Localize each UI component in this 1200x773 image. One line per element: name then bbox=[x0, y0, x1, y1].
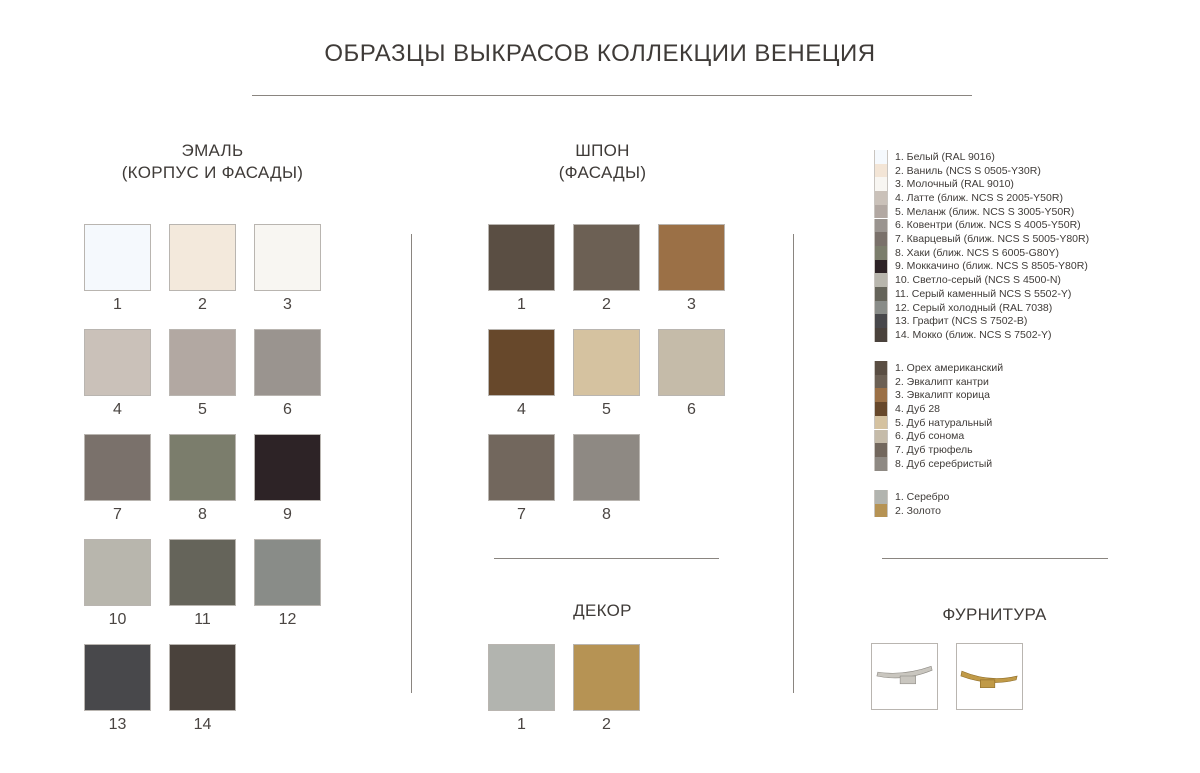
enamel-swatch-1 bbox=[84, 224, 151, 291]
decor-swatch-number: 1 bbox=[517, 716, 526, 733]
veneer-legend-row bbox=[874, 443, 973, 457]
enamel-legend-row bbox=[874, 287, 1071, 301]
veneer-swatch-8 bbox=[573, 434, 640, 501]
title-divider bbox=[252, 95, 972, 96]
enamel-legend-chip bbox=[874, 191, 888, 205]
veneer-legend-row bbox=[874, 416, 992, 430]
enamel-legend-chip bbox=[874, 232, 888, 246]
veneer-swatch-number: 7 bbox=[517, 506, 526, 523]
veneer-swatch-number: 4 bbox=[517, 401, 526, 418]
veneer-legend-chip bbox=[874, 388, 888, 402]
enamel-swatch-number: 1 bbox=[113, 296, 122, 313]
enamel-swatch-number: 3 bbox=[283, 296, 292, 313]
column-divider-right bbox=[793, 234, 794, 693]
enamel-legend-row bbox=[874, 191, 1063, 205]
veneer-legend-label: 6. Дуб сонома bbox=[895, 430, 965, 443]
veneer-legend-chip bbox=[874, 361, 888, 375]
enamel-swatch-6 bbox=[254, 329, 321, 396]
enamel-swatch-number: 8 bbox=[198, 506, 207, 523]
enamel-legend-chip bbox=[874, 177, 888, 191]
veneer-legend-row bbox=[874, 430, 964, 444]
enamel-legend-chip bbox=[874, 314, 888, 328]
veneer-legend-row bbox=[874, 388, 990, 402]
enamel-legend-label: 11. Серый каменный NCS S 5502-Y) bbox=[895, 287, 1072, 300]
enamel-swatch-number: 13 bbox=[108, 716, 127, 733]
enamel-legend-chip bbox=[874, 273, 888, 287]
veneer-swatch-2 bbox=[573, 224, 640, 291]
enamel-swatch-3 bbox=[254, 224, 321, 291]
enamel-title-line2: (КОРПУС И ФАСАДЫ) bbox=[121, 163, 304, 182]
enamel-legend-chip bbox=[874, 150, 888, 164]
veneer-title bbox=[470, 140, 735, 184]
enamel-legend-label: 13. Графит (NCS S 7502-B) bbox=[895, 315, 1028, 328]
enamel-legend-label: 9. Моккачино (ближ. NCS S 8505-Y80R) bbox=[895, 260, 1088, 273]
veneer-legend-label: 8. Дуб серебристый bbox=[895, 457, 993, 470]
enamel-swatch-number: 12 bbox=[278, 611, 297, 628]
enamel-swatch-number: 9 bbox=[283, 506, 292, 523]
enamel-legend-label: 3. Молочный (RAL 9010) bbox=[895, 178, 1014, 191]
veneer-legend-chip bbox=[874, 375, 888, 389]
decor-swatch-1 bbox=[488, 644, 555, 711]
enamel-swatch-14 bbox=[169, 644, 236, 711]
enamel-swatch-8 bbox=[169, 434, 236, 501]
enamel-legend-row bbox=[874, 246, 1059, 260]
enamel-swatch-7 bbox=[84, 434, 151, 501]
decor-swatch-number: 2 bbox=[602, 716, 611, 733]
enamel-legend-row bbox=[874, 273, 1061, 287]
enamel-legend-label: 8. Хаки (ближ. NCS S 6005-G80Y) bbox=[895, 246, 1059, 259]
decor-legend-label: 1. Серебро bbox=[895, 490, 950, 503]
decor-swatch-2 bbox=[573, 644, 640, 711]
enamel-legend-row bbox=[874, 150, 995, 164]
veneer-legend-label: 5. Дуб натуральный bbox=[895, 416, 993, 429]
veneer-legend-label: 4. Дуб 28 bbox=[895, 402, 940, 415]
enamel-legend-label: 7. Кварцевый (ближ. NCS S 5005-Y80R) bbox=[895, 233, 1090, 246]
enamel-legend-row bbox=[874, 219, 1081, 233]
enamel-swatch-number: 2 bbox=[198, 296, 207, 313]
veneer-title-line2: (ФАСАДЫ) bbox=[558, 163, 647, 182]
enamel-title bbox=[80, 140, 345, 184]
page-title: ОБРАЗЦЫ ВЫКРАСОВ КОЛЛЕКЦИИ ВЕНЕЦИЯ bbox=[324, 40, 876, 67]
veneer-legend-label: 7. Дуб трюфель bbox=[895, 444, 973, 457]
enamel-swatch-13 bbox=[84, 644, 151, 711]
veneer-legend-label: 1. Орех американский bbox=[895, 361, 1004, 374]
veneer-legend-chip bbox=[874, 430, 888, 444]
handle-gold bbox=[956, 643, 1023, 710]
gold-handle-icon bbox=[957, 644, 1022, 709]
veneer-legend-label: 3. Эвкалипт корица bbox=[895, 389, 990, 402]
enamel-swatch-number: 7 bbox=[113, 506, 122, 523]
veneer-swatch-7 bbox=[488, 434, 555, 501]
enamel-legend-label: 6. Ковентри (ближ. NCS S 4005-Y50R) bbox=[895, 219, 1081, 232]
decor-legend-chip bbox=[874, 504, 888, 518]
enamel-swatch-number: 14 bbox=[193, 716, 212, 733]
veneer-legend-chip bbox=[874, 416, 888, 430]
enamel-legend-label: 12. Серый холодный (RAL 7038) bbox=[895, 301, 1053, 314]
veneer-legend-row bbox=[874, 361, 1003, 375]
enamel-legend-chip bbox=[874, 301, 888, 315]
enamel-legend-row bbox=[874, 164, 1041, 178]
veneer-swatch-1 bbox=[488, 224, 555, 291]
enamel-legend-row bbox=[874, 232, 1089, 246]
enamel-legend-label: 4. Латте (ближ. NCS S 2005-Y50R) bbox=[895, 191, 1063, 204]
enamel-swatch-2 bbox=[169, 224, 236, 291]
veneer-legend-chip bbox=[874, 443, 888, 457]
enamel-legend-chip bbox=[874, 205, 888, 219]
veneer-swatch-number: 3 bbox=[687, 296, 696, 313]
enamel-swatch-12 bbox=[254, 539, 321, 606]
decor-legend-row bbox=[874, 504, 941, 518]
enamel-swatch-10 bbox=[84, 539, 151, 606]
enamel-legend-label: 2. Ваниль (NCS S 0505-Y30R) bbox=[895, 164, 1041, 177]
veneer-legend-row bbox=[874, 402, 940, 416]
enamel-legend-row bbox=[874, 328, 1052, 342]
enamel-swatch-number: 6 bbox=[283, 401, 292, 418]
enamel-swatch-number: 10 bbox=[108, 611, 127, 628]
veneer-swatch-3 bbox=[658, 224, 725, 291]
decor-legend-row bbox=[874, 490, 949, 504]
enamel-legend-chip bbox=[874, 246, 888, 260]
enamel-legend-label: 14. Мокко (ближ. NCS S 7502-Y) bbox=[895, 328, 1052, 341]
enamel-swatch-4 bbox=[84, 329, 151, 396]
enamel-legend-row bbox=[874, 301, 1052, 315]
enamel-legend-row bbox=[874, 205, 1074, 219]
veneer-swatch-number: 5 bbox=[602, 401, 611, 418]
enamel-legend-chip bbox=[874, 287, 888, 301]
enamel-legend-label: 1. Белый (RAL 9016) bbox=[895, 150, 995, 163]
enamel-legend-row bbox=[874, 314, 1027, 328]
veneer-legend-row bbox=[874, 375, 989, 389]
enamel-swatch-9 bbox=[254, 434, 321, 501]
enamel-swatch-number: 4 bbox=[113, 401, 122, 418]
enamel-swatch-5 bbox=[169, 329, 236, 396]
veneer-swatch-4 bbox=[488, 329, 555, 396]
hardware-title: ФУРНИТУРА bbox=[942, 605, 1047, 624]
enamel-swatch-number: 5 bbox=[198, 401, 207, 418]
veneer-title-line1: ШПОН bbox=[575, 141, 630, 160]
column-divider-left bbox=[411, 234, 412, 693]
enamel-legend-row bbox=[874, 177, 1014, 191]
silver-handle-icon bbox=[872, 644, 937, 709]
enamel-swatch-11 bbox=[169, 539, 236, 606]
decor-legend-chip bbox=[874, 490, 888, 504]
enamel-legend-chip bbox=[874, 219, 888, 233]
veneer-swatch-number: 6 bbox=[687, 401, 696, 418]
veneer-legend-row bbox=[874, 457, 992, 471]
veneer-swatch-6 bbox=[658, 329, 725, 396]
veneer-swatch-5 bbox=[573, 329, 640, 396]
enamel-title-line1: ЭМАЛЬ bbox=[181, 141, 244, 160]
enamel-legend-chip bbox=[874, 164, 888, 178]
enamel-legend-label: 5. Меланж (ближ. NCS S 3005-Y50R) bbox=[895, 205, 1075, 218]
veneer-legend-label: 2. Эвкалипт кантри bbox=[895, 375, 989, 388]
decor-legend-label: 2. Золото bbox=[895, 504, 942, 517]
veneer-legend-chip bbox=[874, 402, 888, 416]
decor-title: ДЕКОР bbox=[573, 601, 632, 620]
veneer-swatch-number: 2 bbox=[602, 296, 611, 313]
enamel-legend-chip bbox=[874, 328, 888, 342]
legend-hardware-divider bbox=[882, 558, 1108, 559]
veneer-legend-chip bbox=[874, 457, 888, 471]
handle-silver bbox=[871, 643, 938, 710]
veneer-decor-divider bbox=[494, 558, 719, 559]
enamel-legend-chip bbox=[874, 260, 888, 274]
veneer-swatch-number: 8 bbox=[602, 506, 611, 523]
enamel-swatch-number: 11 bbox=[194, 611, 211, 628]
veneer-swatch-number: 1 bbox=[517, 296, 526, 313]
enamel-legend-row bbox=[874, 260, 1088, 274]
enamel-legend-label: 10. Светло-серый (NCS S 4500-N) bbox=[895, 274, 1061, 287]
